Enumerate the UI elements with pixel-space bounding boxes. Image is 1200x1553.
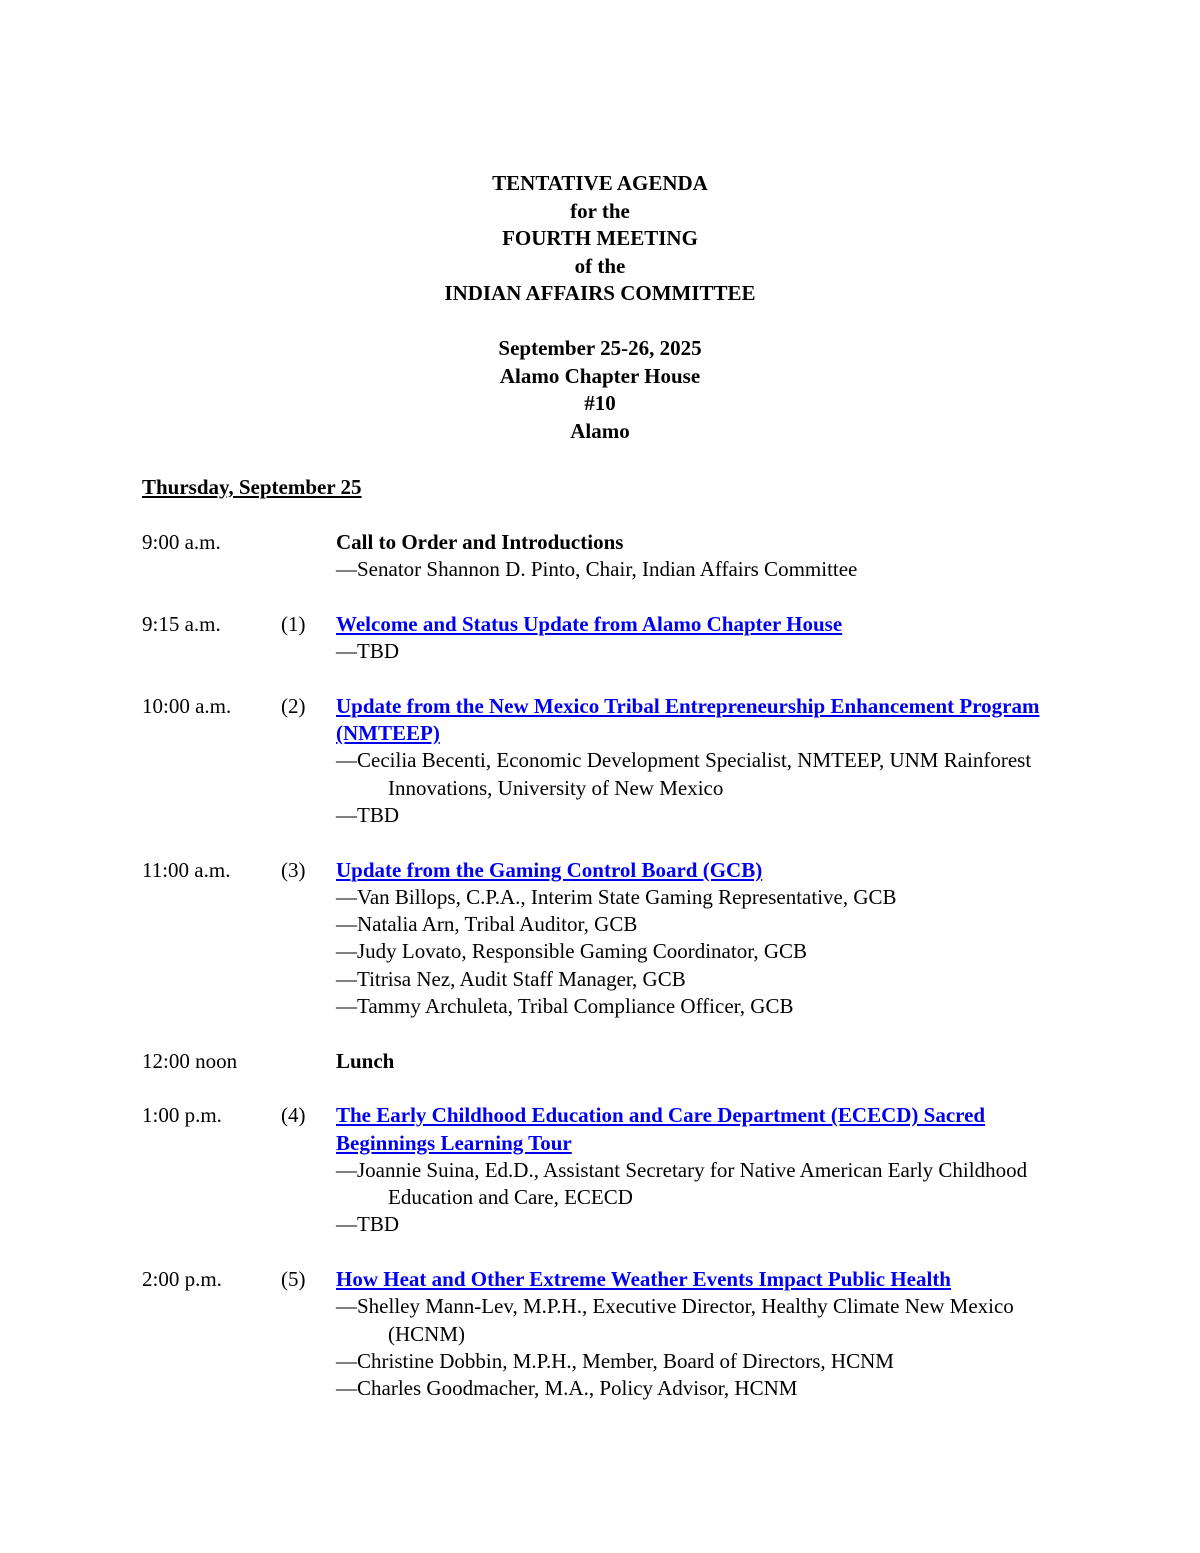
meeting-date: September 25-26, 2025 — [498, 336, 702, 360]
presenter: —Joannie Suina, Ed.D., Assistant Secretary for Native American Early Childhood Education and Care, ECECD — [336, 1157, 1028, 1210]
presenter: —Shelley Mann-Lev, M.P.H., Executive Director, Healthy Climate New Mexico (HCNM) — [336, 1294, 1014, 1346]
header-title: TENTATIVE AGENDA — [492, 171, 708, 195]
agenda-item-number: (2) — [281, 693, 306, 718]
agenda-item-number: (1) — [281, 611, 306, 636]
header-spacer — [0, 308, 1200, 336]
agenda-header — [0, 170, 1200, 445]
agenda-item — [0, 1048, 1200, 1075]
agenda-item-number: (5) — [281, 1267, 306, 1292]
presenter: —Judy Lovato, Responsible Gaming Coordinator, GCB — [336, 939, 808, 964]
agenda-item — [0, 857, 1200, 1021]
agenda-time: 10:00 a.m. — [142, 693, 232, 718]
presenter: —TBD — [336, 1212, 399, 1237]
agenda-item-body — [336, 1266, 1046, 1402]
agenda-item-number: (4) — [281, 1103, 306, 1128]
agenda-item — [0, 1266, 1200, 1402]
agenda-time: 1:00 p.m. — [142, 1103, 222, 1128]
agenda-time: 2:00 p.m. — [142, 1267, 222, 1292]
presenter: —TBD — [336, 639, 399, 664]
agenda-time: 9:00 a.m. — [142, 530, 221, 554]
presenter: —Cecilia Becenti, Economic Development Specialist, NMTEEP, UNM Rainforest Innovations, University of New Mexico — [336, 748, 1032, 800]
agenda-item — [0, 693, 1200, 829]
agenda-list — [0, 529, 1200, 1430]
meeting-room: #10 — [584, 391, 616, 415]
agenda-item-title: Call to Order and Introductions — [336, 530, 624, 554]
agenda-item-body — [336, 611, 1046, 666]
agenda-item-body — [336, 529, 1046, 584]
agenda-item — [0, 529, 1200, 584]
meeting-venue: Alamo Chapter House — [499, 363, 701, 388]
header-line-for-the: for the — [570, 198, 630, 223]
presenter: —Senator Shannon D. Pinto, Chair, Indian Affairs Committee — [336, 557, 858, 582]
agenda-item-body — [336, 1102, 1046, 1238]
agenda-item — [0, 1102, 1200, 1238]
presenter: —Titrisa Nez, Audit Staff Manager, GCB — [336, 966, 686, 991]
presenter: —Natalia Arn, Tribal Auditor, GCB — [336, 912, 638, 937]
agenda-time: 11:00 a.m. — [142, 857, 231, 882]
agenda-item-body — [336, 693, 1046, 829]
agenda-item-number: (3) — [281, 857, 306, 882]
agenda-item-body — [336, 857, 1046, 1021]
presenter: —TBD — [336, 802, 399, 827]
agenda-item-title-link[interactable]: How Heat and Other Extreme Weather Events Impact Public Health — [336, 1267, 951, 1292]
header-committee: INDIAN AFFAIRS COMMITTEE — [444, 281, 756, 305]
agenda-item-title: Lunch — [336, 1048, 395, 1073]
agenda-item-title-link[interactable]: Update from the Gaming Control Board (GCB) — [336, 857, 763, 882]
agenda-time: 12:00 noon — [142, 1048, 238, 1073]
meeting-city: Alamo — [570, 418, 630, 443]
day-heading: Thursday, September 25 — [142, 475, 362, 499]
presenter: —Christine Dobbin, M.P.H., Member, Board of Directors, HCNM — [336, 1348, 894, 1373]
agenda-item-title-link[interactable]: The Early Childhood Education and Care Department (ECECD) Sacred Beginnings Learning Tour — [336, 1103, 986, 1155]
agenda-time: 9:15 a.m. — [142, 611, 221, 636]
agenda-item-title-link[interactable]: Update from the New Mexico Tribal Entrepreneurship Enhancement Program (NMTEEP) — [336, 693, 1040, 746]
agenda-item — [0, 611, 1200, 666]
agenda-item-body — [336, 1048, 1046, 1075]
header-line-of-the: of the — [574, 253, 626, 278]
presenter: —Van Billops, C.P.A., Interim State Gaming Representative, GCB — [336, 884, 897, 909]
header-meeting: FOURTH MEETING — [502, 226, 698, 250]
agenda-item-title-link[interactable]: Welcome and Status Update from Alamo Chapter House — [336, 611, 843, 636]
presenter: —Charles Goodmacher, M.A., Policy Advisor, HCNM — [336, 1376, 798, 1401]
presenter: —Tammy Archuleta, Tribal Compliance Officer, GCB — [336, 994, 794, 1019]
